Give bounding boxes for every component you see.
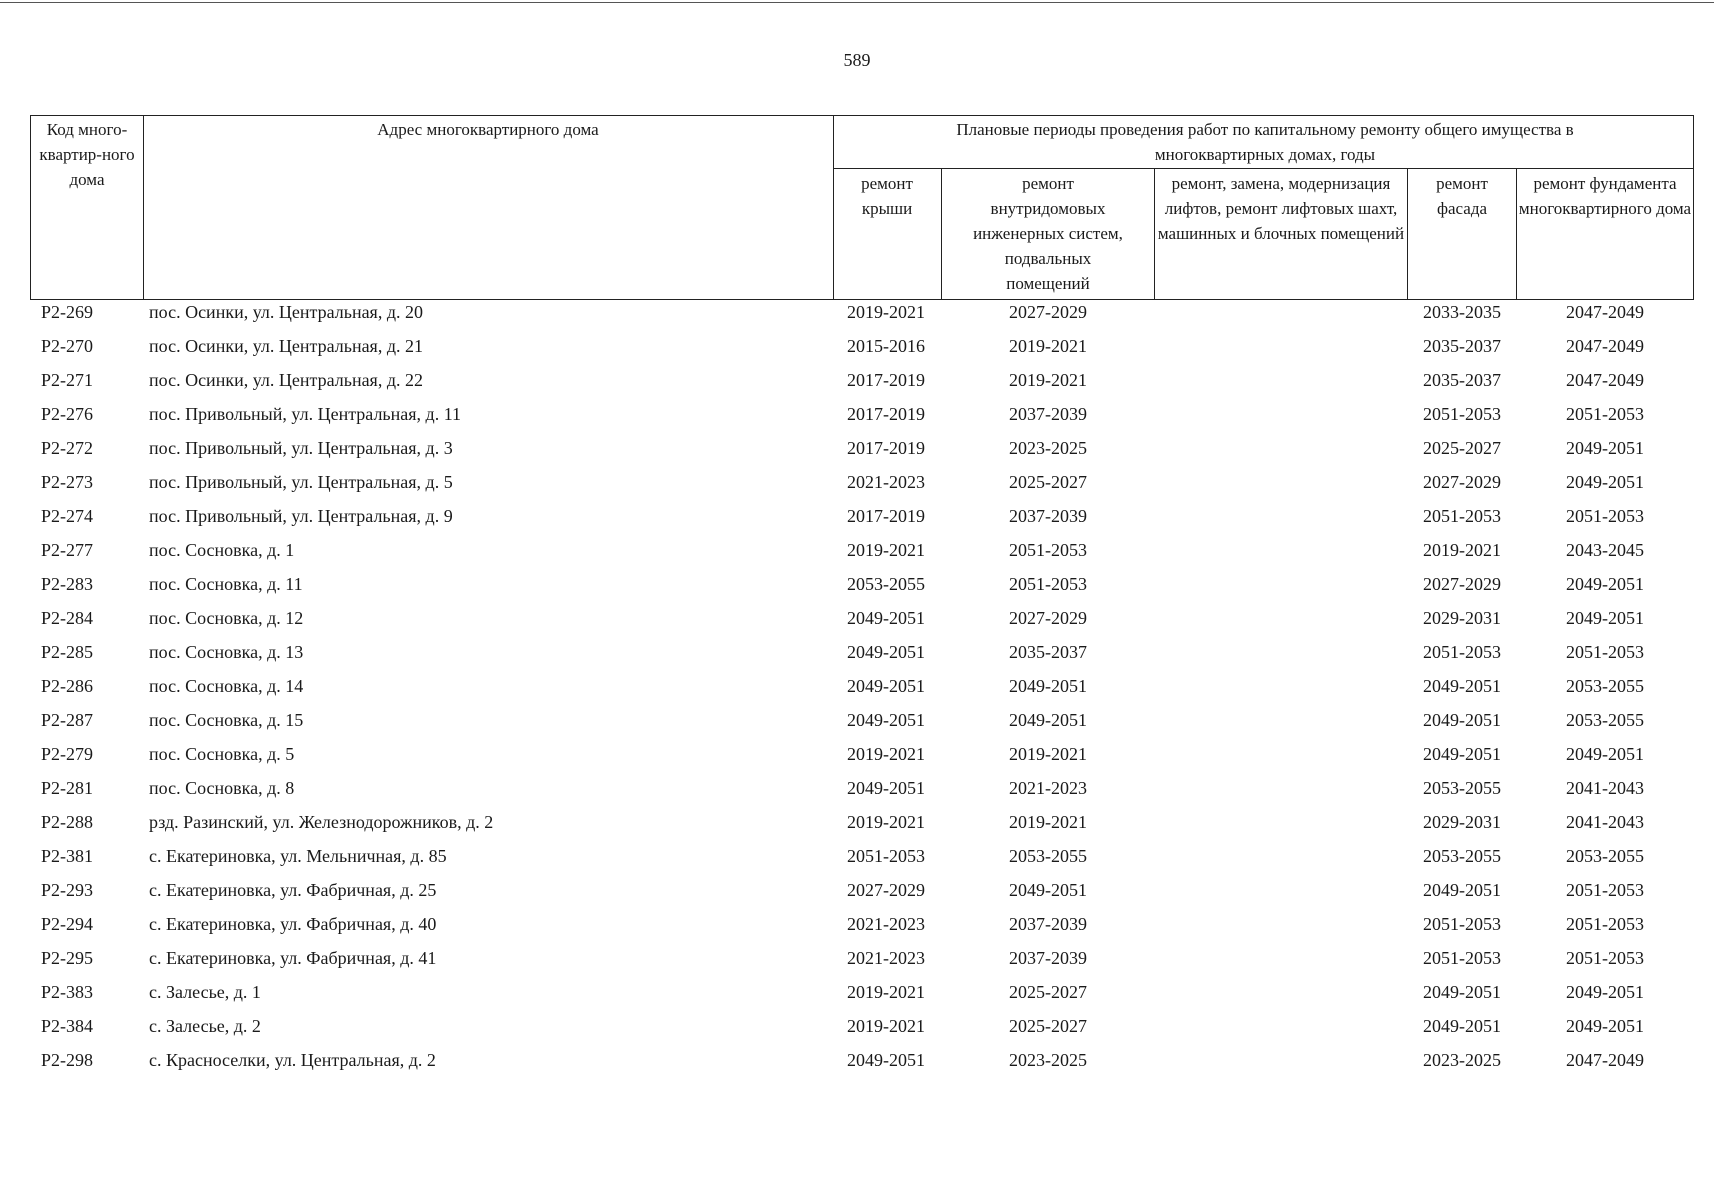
facade-cell: 2035-2037: [1423, 370, 1501, 390]
table-row: [30, 436, 1694, 470]
facade-cell: 2051-2053: [1423, 404, 1501, 424]
facade-cell: 2051-2053: [1423, 642, 1501, 662]
engineering-cell: 2019-2021: [1009, 744, 1087, 764]
header-top-border: [30, 115, 1694, 116]
header-periods: Плановые периоды проведения работ по капитальному ремонту общего имущества в многоквартирных домах, годы: [956, 120, 1574, 164]
engineering-cell: 2037-2039: [1009, 404, 1087, 424]
code-cell: Р2-286: [41, 676, 94, 696]
address-cell: пос. Сосновка, д. 11: [149, 574, 303, 594]
address-cell: пос. Осинки, ул. Центральная, д. 20: [149, 302, 423, 322]
address-cell: пос. Сосновка, д. 12: [149, 608, 304, 628]
table-row: [30, 300, 1694, 334]
table-row: [30, 538, 1694, 572]
table-row: [30, 946, 1694, 980]
address-cell: с. Красноселки, ул. Центральная, д. 2: [149, 1050, 436, 1070]
table-row: [30, 776, 1694, 810]
foundation-cell: 2051-2053: [1566, 948, 1644, 968]
header-lifts: ремонт, замена, модернизация лифтов, ремонт лифтовых шахт, машинных и блочных помещений: [1157, 174, 1405, 243]
engineering-cell: 2053-2055: [1009, 846, 1087, 866]
code-cell: Р2-384: [41, 1016, 94, 1036]
header-facade: ремонт фасада: [1436, 174, 1488, 218]
top-rule: [0, 2, 1714, 3]
code-cell: Р2-279: [41, 744, 94, 764]
roof-cell: 2049-2051: [847, 642, 925, 662]
foundation-cell: 2049-2051: [1566, 744, 1644, 764]
table-row: [30, 504, 1694, 538]
header-code: Код много-квартир-ного дома: [39, 120, 135, 189]
table-row: [30, 674, 1694, 708]
header-address: Адрес многоквартирного дома: [377, 120, 599, 139]
engineering-cell: 2019-2021: [1009, 370, 1087, 390]
facade-cell: 2029-2031: [1423, 812, 1501, 832]
foundation-cell: 2047-2049: [1566, 1050, 1644, 1070]
roof-cell: 2021-2023: [847, 914, 925, 934]
code-cell: Р2-298: [41, 1050, 94, 1070]
roof-cell: 2049-2051: [847, 710, 925, 730]
facade-cell: 2049-2051: [1423, 1016, 1501, 1036]
table-row: [30, 810, 1694, 844]
address-cell: пос. Привольный, ул. Центральная, д. 5: [149, 472, 453, 492]
engineering-cell: 2027-2029: [1009, 608, 1087, 628]
header-engineering: ремонт внутридомовых инженерных систем, подвальных помещений: [973, 174, 1123, 293]
roof-cell: 2019-2021: [847, 1016, 925, 1036]
code-cell: Р2-274: [41, 506, 94, 526]
address-cell: пос. Осинки, ул. Центральная, д. 21: [149, 336, 423, 356]
table-row: [30, 606, 1694, 640]
table-row: [30, 572, 1694, 606]
code-cell: Р2-287: [41, 710, 94, 730]
roof-cell: 2021-2023: [847, 472, 925, 492]
roof-cell: 2049-2051: [847, 778, 925, 798]
engineering-cell: 2049-2051: [1009, 676, 1087, 696]
roof-cell: 2017-2019: [847, 438, 925, 458]
header-roof: ремонт крыши: [861, 174, 913, 218]
table-row: [30, 742, 1694, 776]
roof-cell: 2051-2053: [847, 846, 925, 866]
roof-cell: 2049-2051: [847, 608, 925, 628]
table-row: [30, 844, 1694, 878]
address-cell: пос. Сосновка, д. 14: [149, 676, 304, 696]
facade-cell: 2035-2037: [1423, 336, 1501, 356]
facade-cell: 2023-2025: [1423, 1050, 1501, 1070]
engineering-cell: 2025-2027: [1009, 472, 1087, 492]
facade-cell: 2027-2029: [1423, 472, 1501, 492]
code-cell: Р2-295: [41, 948, 94, 968]
roof-cell: 2049-2051: [847, 1050, 925, 1070]
roof-cell: 2019-2021: [847, 302, 925, 322]
code-cell: Р2-288: [41, 812, 94, 832]
code-cell: Р2-276: [41, 404, 94, 424]
table-row: [30, 1048, 1694, 1082]
engineering-cell: 2023-2025: [1009, 438, 1087, 458]
address-cell: с. Екатериновка, ул. Фабричная, д. 25: [149, 880, 437, 900]
address-cell: с. Екатериновка, ул. Фабричная, д. 40: [149, 914, 437, 934]
address-cell: с. Залесье, д. 2: [149, 1016, 261, 1036]
code-cell: Р2-381: [41, 846, 94, 866]
foundation-cell: 2043-2045: [1566, 540, 1644, 560]
engineering-cell: 2019-2021: [1009, 812, 1087, 832]
engineering-cell: 2027-2029: [1009, 302, 1087, 322]
table-body: [30, 300, 1694, 1082]
code-cell: Р2-285: [41, 642, 94, 662]
foundation-cell: 2051-2053: [1566, 914, 1644, 934]
table-header: [30, 115, 1694, 300]
header-divider: [1407, 168, 1408, 300]
code-cell: Р2-277: [41, 540, 94, 560]
roof-cell: 2017-2019: [847, 404, 925, 424]
table-row: [30, 912, 1694, 946]
facade-cell: 2051-2053: [1423, 948, 1501, 968]
foundation-cell: 2049-2051: [1566, 472, 1644, 492]
facade-cell: 2025-2027: [1423, 438, 1501, 458]
table-row: [30, 402, 1694, 436]
table-row: [30, 878, 1694, 912]
roof-cell: 2017-2019: [847, 370, 925, 390]
facade-cell: 2033-2035: [1423, 302, 1501, 322]
header-divider: [143, 115, 144, 300]
foundation-cell: 2047-2049: [1566, 336, 1644, 356]
foundation-cell: 2049-2051: [1566, 574, 1644, 594]
roof-cell: 2017-2019: [847, 506, 925, 526]
engineering-cell: 2019-2021: [1009, 336, 1087, 356]
facade-cell: 2053-2055: [1423, 778, 1501, 798]
code-cell: Р2-270: [41, 336, 94, 356]
foundation-cell: 2053-2055: [1566, 676, 1644, 696]
code-cell: Р2-273: [41, 472, 94, 492]
engineering-cell: 2021-2023: [1009, 778, 1087, 798]
roof-cell: 2027-2029: [847, 880, 925, 900]
address-cell: пос. Сосновка, д. 8: [149, 778, 295, 798]
header-mid-border: [833, 168, 1694, 169]
code-cell: Р2-293: [41, 880, 94, 900]
table-row: [30, 640, 1694, 674]
foundation-cell: 2051-2053: [1566, 880, 1644, 900]
roof-cell: 2019-2021: [847, 812, 925, 832]
address-cell: с. Екатериновка, ул. Мельничная, д. 85: [149, 846, 447, 866]
facade-cell: 2049-2051: [1423, 676, 1501, 696]
foundation-cell: 2047-2049: [1566, 370, 1644, 390]
header-foundation: ремонт фундамента многоквартирного дома: [1518, 174, 1692, 218]
foundation-cell: 2051-2053: [1566, 506, 1644, 526]
address-cell: с. Залесье, д. 1: [149, 982, 261, 1002]
foundation-cell: 2053-2055: [1566, 846, 1644, 866]
address-cell: с. Екатериновка, ул. Фабричная, д. 41: [149, 948, 437, 968]
roof-cell: 2021-2023: [847, 948, 925, 968]
foundation-cell: 2049-2051: [1566, 1016, 1644, 1036]
roof-cell: 2019-2021: [847, 982, 925, 1002]
header-divider: [941, 168, 942, 300]
table-row: [30, 334, 1694, 368]
header-divider: [833, 115, 834, 300]
engineering-cell: 2037-2039: [1009, 914, 1087, 934]
address-cell: пос. Сосновка, д. 15: [149, 710, 304, 730]
page-number: 589: [843, 50, 871, 70]
facade-cell: 2053-2055: [1423, 846, 1501, 866]
foundation-cell: 2047-2049: [1566, 302, 1644, 322]
roof-cell: 2015-2016: [847, 336, 925, 356]
foundation-cell: 2051-2053: [1566, 404, 1644, 424]
engineering-cell: 2051-2053: [1009, 574, 1087, 594]
address-cell: рзд. Разинский, ул. Железнодорожников, д. 2: [149, 812, 494, 832]
roof-cell: 2053-2055: [847, 574, 925, 594]
foundation-cell: 2049-2051: [1566, 438, 1644, 458]
facade-cell: 2029-2031: [1423, 608, 1501, 628]
address-cell: пос. Сосновка, д. 1: [149, 540, 295, 560]
code-cell: Р2-281: [41, 778, 94, 798]
address-cell: пос. Привольный, ул. Центральная, д. 9: [149, 506, 453, 526]
facade-cell: 2049-2051: [1423, 982, 1501, 1002]
header-divider: [30, 115, 31, 300]
engineering-cell: 2049-2051: [1009, 710, 1087, 730]
table-row: [30, 708, 1694, 742]
foundation-cell: 2041-2043: [1566, 778, 1644, 798]
table-row: [30, 980, 1694, 1014]
engineering-cell: 2035-2037: [1009, 642, 1087, 662]
facade-cell: 2019-2021: [1423, 540, 1501, 560]
facade-cell: 2051-2053: [1423, 506, 1501, 526]
foundation-cell: 2053-2055: [1566, 710, 1644, 730]
roof-cell: 2019-2021: [847, 540, 925, 560]
code-cell: Р2-272: [41, 438, 94, 458]
table-row: [30, 368, 1694, 402]
facade-cell: 2051-2053: [1423, 914, 1501, 934]
code-cell: Р2-283: [41, 574, 94, 594]
facade-cell: 2049-2051: [1423, 880, 1501, 900]
address-cell: пос. Привольный, ул. Центральная, д. 3: [149, 438, 453, 458]
engineering-cell: 2037-2039: [1009, 948, 1087, 968]
code-cell: Р2-269: [41, 302, 94, 322]
engineering-cell: 2025-2027: [1009, 1016, 1087, 1036]
code-cell: Р2-294: [41, 914, 94, 934]
foundation-cell: 2051-2053: [1566, 642, 1644, 662]
foundation-cell: 2049-2051: [1566, 982, 1644, 1002]
engineering-cell: 2049-2051: [1009, 880, 1087, 900]
facade-cell: 2027-2029: [1423, 574, 1501, 594]
table-row: [30, 1014, 1694, 1048]
foundation-cell: 2041-2043: [1566, 812, 1644, 832]
code-cell: Р2-284: [41, 608, 94, 628]
address-cell: пос. Сосновка, д. 13: [149, 642, 304, 662]
roof-cell: 2019-2021: [847, 744, 925, 764]
engineering-cell: 2025-2027: [1009, 982, 1087, 1002]
foundation-cell: 2049-2051: [1566, 608, 1644, 628]
code-cell: Р2-383: [41, 982, 94, 1002]
facade-cell: 2049-2051: [1423, 710, 1501, 730]
engineering-cell: 2051-2053: [1009, 540, 1087, 560]
code-cell: Р2-271: [41, 370, 94, 390]
table-row: [30, 470, 1694, 504]
header-divider: [1154, 168, 1155, 300]
roof-cell: 2049-2051: [847, 676, 925, 696]
engineering-cell: 2023-2025: [1009, 1050, 1087, 1070]
address-cell: пос. Привольный, ул. Центральная, д. 11: [149, 404, 462, 424]
facade-cell: 2049-2051: [1423, 744, 1501, 764]
address-cell: пос. Сосновка, д. 5: [149, 744, 295, 764]
address-cell: пос. Осинки, ул. Центральная, д. 22: [149, 370, 423, 390]
engineering-cell: 2037-2039: [1009, 506, 1087, 526]
